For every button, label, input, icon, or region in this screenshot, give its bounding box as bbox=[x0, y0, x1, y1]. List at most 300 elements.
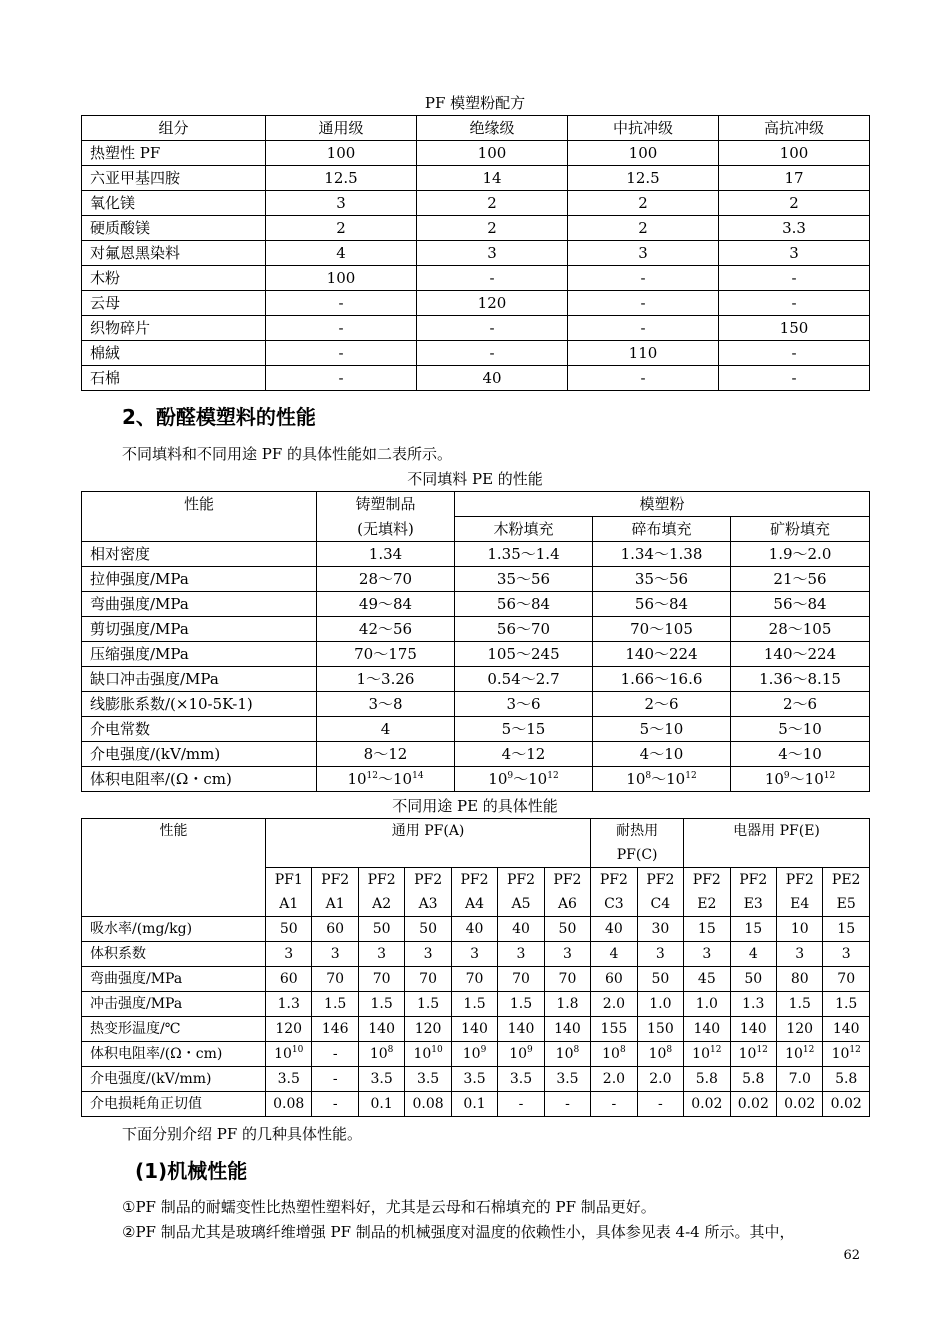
table-cell: 2～6 bbox=[731, 692, 870, 717]
exponent: 8 bbox=[387, 1045, 394, 1055]
value-part: ～ bbox=[377, 770, 393, 788]
exponent: 12 bbox=[710, 1045, 722, 1055]
table-cell: 42～56 bbox=[317, 617, 455, 642]
table-cell: 100 bbox=[266, 266, 417, 291]
table-row bbox=[82, 1092, 870, 1117]
table-row bbox=[82, 667, 870, 692]
table-cell: 17 bbox=[719, 166, 870, 191]
table-cell: 1.5 bbox=[823, 992, 870, 1017]
table-cell: 3 bbox=[777, 942, 823, 967]
table-cell: 5.8 bbox=[823, 1067, 870, 1092]
row-label: 氧化镁 bbox=[82, 191, 266, 216]
table-row bbox=[82, 1017, 870, 1042]
grade-header: A1 bbox=[312, 892, 358, 917]
table-cell: 3.3 bbox=[719, 216, 870, 241]
table-cell: 15 bbox=[823, 917, 870, 942]
row-label: 对氟恩黑染料 bbox=[82, 241, 266, 266]
section2-heading: 2、酚醛模塑料的性能 bbox=[122, 405, 316, 429]
table-cell: 1.35～1.4 bbox=[455, 542, 593, 567]
table-cell: 28～105 bbox=[731, 617, 870, 642]
table-cell: - bbox=[719, 266, 870, 291]
row-label: 压缩强度/MPa bbox=[82, 642, 317, 667]
grade-header: PF2 bbox=[684, 868, 730, 893]
t3-blank bbox=[82, 843, 266, 868]
grade-header: E5 bbox=[823, 892, 870, 917]
table-row bbox=[82, 1042, 870, 1067]
table-header-cell: 绝缘级 bbox=[417, 116, 568, 141]
table-cell: 140 bbox=[544, 1017, 590, 1042]
table-header-cell: 组分 bbox=[82, 116, 266, 141]
table-cell: 120 bbox=[405, 1017, 451, 1042]
grade-header: A5 bbox=[498, 892, 544, 917]
grade-header: E4 bbox=[777, 892, 823, 917]
grade-header: C3 bbox=[591, 892, 637, 917]
table-cell: 1.36～8.15 bbox=[731, 667, 870, 692]
table-cell: 0.08 bbox=[405, 1092, 451, 1117]
table-cell: - bbox=[719, 366, 870, 391]
table-cell: 12.5 bbox=[568, 166, 719, 191]
table-cell: 3 bbox=[719, 241, 870, 266]
table-cell: - bbox=[568, 266, 719, 291]
value-part: 10 bbox=[462, 1046, 481, 1062]
table-cell: 2 bbox=[719, 191, 870, 216]
table-cell: 110 bbox=[568, 341, 719, 366]
table-row bbox=[82, 141, 870, 166]
t3-blank bbox=[684, 843, 870, 868]
table-cell: 3 bbox=[823, 942, 870, 967]
table-cell: - bbox=[719, 341, 870, 366]
table-cell: 3 bbox=[568, 241, 719, 266]
table-cell bbox=[312, 1042, 358, 1067]
table-cell: 5.8 bbox=[730, 1067, 776, 1092]
table-cell: 0.02 bbox=[730, 1092, 776, 1117]
table-cell: 120 bbox=[266, 1017, 312, 1042]
exponent: 12 bbox=[756, 1045, 768, 1055]
table-cell: 49～84 bbox=[317, 592, 455, 617]
table-cell: - bbox=[637, 1092, 683, 1117]
row-label: 介电常数 bbox=[82, 717, 317, 742]
table-cell: 50 bbox=[544, 917, 590, 942]
table2-caption: 不同填料 PE 的性能 bbox=[407, 470, 543, 488]
table-cell: 14 bbox=[417, 166, 568, 191]
table-cell: 50 bbox=[637, 967, 683, 992]
pf-formula-table bbox=[81, 115, 870, 391]
row-label: 棉絨 bbox=[82, 341, 266, 366]
table-cell bbox=[544, 1042, 590, 1067]
table-header-cell: 矿粉填充 bbox=[731, 517, 870, 542]
t3-blank bbox=[82, 868, 266, 893]
value-part: 10 bbox=[831, 1046, 850, 1062]
table-cell: 155 bbox=[591, 1017, 637, 1042]
table-cell: 4 bbox=[591, 942, 637, 967]
table-row bbox=[82, 1067, 870, 1092]
table-cell: 50 bbox=[405, 917, 451, 942]
row-label: 木粉 bbox=[82, 266, 266, 291]
table-cell: 3 bbox=[684, 942, 730, 967]
exponent: 9 bbox=[507, 771, 514, 781]
table-cell bbox=[451, 1042, 497, 1067]
exponent: 8 bbox=[619, 1045, 626, 1055]
table-cell bbox=[591, 1042, 637, 1067]
value-part: 10 bbox=[666, 770, 686, 788]
table-cell: 5.8 bbox=[684, 1067, 730, 1092]
t3-blank bbox=[266, 843, 591, 868]
table-cell: 4～12 bbox=[455, 742, 593, 767]
row-label: 吸水率/(mg/kg) bbox=[82, 917, 266, 942]
t3-group-electric: 电器用 PF(E) bbox=[684, 819, 870, 844]
table-cell: 150 bbox=[719, 316, 870, 341]
grade-header: PF2 bbox=[312, 868, 358, 893]
table-cell bbox=[405, 1042, 451, 1067]
table-cell: 0.02 bbox=[777, 1092, 823, 1117]
table-cell: 0.1 bbox=[451, 1092, 497, 1117]
table-cell bbox=[317, 767, 455, 792]
table-cell bbox=[731, 767, 870, 792]
table-cell: 3.5 bbox=[266, 1067, 312, 1092]
table-cell: - bbox=[266, 366, 417, 391]
value-part: ～ bbox=[651, 770, 667, 788]
table-cell bbox=[593, 767, 731, 792]
table-cell: 4 bbox=[317, 717, 455, 742]
table-cell: 5～10 bbox=[731, 717, 870, 742]
table-cell: 70 bbox=[405, 967, 451, 992]
grade-header: A3 bbox=[405, 892, 451, 917]
grade-header: PF2 bbox=[544, 868, 590, 893]
table-cell: 1.5 bbox=[498, 992, 544, 1017]
exponent: 12 bbox=[366, 771, 378, 781]
table-cell: 4 bbox=[266, 241, 417, 266]
table-row bbox=[82, 191, 870, 216]
table-cell: 70～105 bbox=[593, 617, 731, 642]
table-cell: 140 bbox=[823, 1017, 870, 1042]
table-cell: 140 bbox=[684, 1017, 730, 1042]
exponent: 9 bbox=[527, 1045, 533, 1055]
grade-header: A1 bbox=[266, 892, 312, 917]
table-cell: 2.0 bbox=[591, 992, 637, 1017]
table-cell: 5～15 bbox=[455, 717, 593, 742]
exponent: 12 bbox=[849, 1045, 861, 1055]
table-cell bbox=[777, 1042, 823, 1067]
table-cell: 56～84 bbox=[731, 592, 870, 617]
t3-group-heat: 耐热用 bbox=[591, 819, 684, 844]
table-cell: 2 bbox=[417, 216, 568, 241]
table-cell: - bbox=[544, 1092, 590, 1117]
table-cell: 70 bbox=[358, 967, 404, 992]
table-cell: 0.54～2.7 bbox=[455, 667, 593, 692]
table-header-cell: 木粉填充 bbox=[455, 517, 593, 542]
table-cell: 3.5 bbox=[358, 1067, 404, 1092]
t3-blank bbox=[82, 892, 266, 917]
t2-header-blank bbox=[82, 517, 317, 542]
table-cell: 1.5 bbox=[777, 992, 823, 1017]
exponent: 12 bbox=[547, 771, 559, 781]
table-cell: 4～10 bbox=[731, 742, 870, 767]
table-header-cell: 碎布填充 bbox=[593, 517, 731, 542]
exponent: 8 bbox=[573, 1045, 580, 1055]
table-cell: 1～3.26 bbox=[317, 667, 455, 692]
table-cell: 60 bbox=[591, 967, 637, 992]
row-label: 弯曲强度/MPa bbox=[82, 967, 266, 992]
table-cell: 3.5 bbox=[451, 1067, 497, 1092]
table-row bbox=[82, 366, 870, 391]
table-cell: 1.5 bbox=[405, 992, 451, 1017]
table-row bbox=[82, 642, 870, 667]
table-cell: 2.0 bbox=[637, 1067, 683, 1092]
table-cell: 4 bbox=[730, 942, 776, 967]
table-row bbox=[82, 316, 870, 341]
table-cell: 140 bbox=[730, 1017, 776, 1042]
value-part: 10 bbox=[692, 1046, 710, 1062]
table-cell: 40 bbox=[591, 917, 637, 942]
t3-group-heat-sub: PF(C) bbox=[591, 843, 684, 868]
row-label: 缺口冲击强度/MPa bbox=[82, 667, 317, 692]
table-cell: 1.3 bbox=[266, 992, 312, 1017]
table-row bbox=[82, 241, 870, 266]
value-part: 10 bbox=[626, 770, 646, 788]
table-cell: 105～245 bbox=[455, 642, 593, 667]
table-cell: 100 bbox=[417, 141, 568, 166]
table-cell: - bbox=[312, 1092, 358, 1117]
table-cell: 3 bbox=[637, 942, 683, 967]
table-cell: 8～12 bbox=[317, 742, 455, 767]
table-row bbox=[82, 592, 870, 617]
table-cell: 2～6 bbox=[593, 692, 731, 717]
value-part: 10 bbox=[602, 1046, 620, 1062]
grade-header: A6 bbox=[544, 892, 590, 917]
row-label: 介电强度/(kV/mm) bbox=[82, 742, 317, 767]
table-cell: 1.0 bbox=[684, 992, 730, 1017]
table-cell: 21～56 bbox=[731, 567, 870, 592]
table-row bbox=[82, 542, 870, 567]
table-cell: 45 bbox=[684, 967, 730, 992]
table-cell: 70 bbox=[451, 967, 497, 992]
table-cell: 140 bbox=[451, 1017, 497, 1042]
t2-header-molding: 模塑粉 bbox=[455, 492, 870, 517]
value-part: 10 bbox=[555, 1046, 574, 1062]
exponent: 10 bbox=[431, 1045, 443, 1055]
row-label: 热塑性 PF bbox=[82, 141, 266, 166]
table-cell bbox=[730, 1042, 776, 1067]
value-part: 10 bbox=[528, 770, 548, 788]
table-header-cell: 中抗冲级 bbox=[568, 116, 719, 141]
table-row bbox=[82, 166, 870, 191]
table-cell: 3 bbox=[405, 942, 451, 967]
table3-caption: 不同用途 PE 的具体性能 bbox=[392, 797, 558, 815]
table-cell: 35～56 bbox=[593, 567, 731, 592]
value-part: ～ bbox=[513, 770, 529, 788]
grade-header: PF2 bbox=[451, 868, 497, 893]
row-label: 拉伸强度/MPa bbox=[82, 567, 317, 592]
table-cell: - bbox=[266, 341, 417, 366]
table-cell: - bbox=[266, 291, 417, 316]
table-cell: 10 bbox=[777, 917, 823, 942]
table-cell bbox=[684, 1042, 730, 1067]
table-cell: 0.02 bbox=[823, 1092, 870, 1117]
value-part: ～ bbox=[789, 770, 805, 788]
table-cell: 1.3 bbox=[730, 992, 776, 1017]
table-cell: 80 bbox=[777, 967, 823, 992]
table-cell: 70 bbox=[498, 967, 544, 992]
table-row bbox=[82, 266, 870, 291]
t2-header-cast-sub: (无填料) bbox=[317, 517, 455, 542]
value-part: 10 bbox=[648, 1046, 667, 1062]
row-label: 体积电阻率/(Ω・cm) bbox=[82, 767, 317, 792]
exponent: 9 bbox=[783, 771, 790, 781]
grade-header: PF2 bbox=[498, 868, 544, 893]
grade-header: A2 bbox=[358, 892, 404, 917]
row-label: 介电强度/(kV/mm) bbox=[82, 1067, 266, 1092]
value-part: 10 bbox=[413, 1046, 432, 1062]
table-cell: 1.5 bbox=[451, 992, 497, 1017]
t3-header-property: 性能 bbox=[82, 819, 266, 844]
row-label: 相对密度 bbox=[82, 542, 317, 567]
page-number: 62 bbox=[843, 1248, 860, 1263]
table-cell: 3 bbox=[498, 942, 544, 967]
table-cell: - bbox=[568, 366, 719, 391]
grade-header: PF2 bbox=[777, 868, 823, 893]
table-cell: 28～70 bbox=[317, 567, 455, 592]
row-label: 织物碎片 bbox=[82, 316, 266, 341]
row-label: 线膨胀系数/(×10-5K-1) bbox=[82, 692, 317, 717]
table-cell: 4～10 bbox=[593, 742, 731, 767]
table-cell: - bbox=[568, 316, 719, 341]
table-cell: - bbox=[719, 291, 870, 316]
table-cell: 30 bbox=[637, 917, 683, 942]
table-cell: 50 bbox=[730, 967, 776, 992]
value-part: 10 bbox=[369, 1046, 388, 1062]
table-cell bbox=[266, 1042, 312, 1067]
table-cell: 1.9～2.0 bbox=[731, 542, 870, 567]
table-cell: 15 bbox=[684, 917, 730, 942]
table-row bbox=[82, 917, 870, 942]
table-cell: 7.0 bbox=[777, 1067, 823, 1092]
exponent: 9 bbox=[480, 1045, 487, 1055]
grade-header: C4 bbox=[637, 892, 683, 917]
table-cell: 40 bbox=[417, 366, 568, 391]
table-cell: - bbox=[568, 291, 719, 316]
table-cell: 120 bbox=[417, 291, 568, 316]
exponent: 12 bbox=[823, 771, 836, 781]
table-cell: 15 bbox=[730, 917, 776, 942]
table-cell: 1.0 bbox=[637, 992, 683, 1017]
row-label: 介电损耗角正切值 bbox=[82, 1092, 266, 1117]
table-row bbox=[82, 291, 870, 316]
table1-caption: PF 模塑粉配方 bbox=[424, 94, 526, 112]
table-cell: 3 bbox=[358, 942, 404, 967]
table-cell: 50 bbox=[358, 917, 404, 942]
value-part: 10 bbox=[347, 770, 367, 788]
table-cell: 1.8 bbox=[544, 992, 590, 1017]
table-cell: 40 bbox=[451, 917, 497, 942]
table-cell: 3 bbox=[451, 942, 497, 967]
grade-header: PF2 bbox=[730, 868, 776, 893]
exponent: 8 bbox=[645, 771, 652, 781]
table-cell: 3.5 bbox=[498, 1067, 544, 1092]
exponent: 12 bbox=[685, 771, 697, 781]
table-cell: - bbox=[417, 316, 568, 341]
table-cell: 40 bbox=[498, 917, 544, 942]
table-row bbox=[82, 692, 870, 717]
table-cell: 0.08 bbox=[266, 1092, 312, 1117]
grade-header: PF2 bbox=[591, 868, 637, 893]
table-cell bbox=[455, 767, 593, 792]
row-label: 冲击强度/MPa bbox=[82, 992, 266, 1017]
grade-header: A4 bbox=[451, 892, 497, 917]
t2-header-cast: 铸塑制品 bbox=[317, 492, 455, 517]
exponent: 12 bbox=[802, 1045, 815, 1055]
grade-header: PF2 bbox=[637, 868, 683, 893]
table-cell: 140～224 bbox=[731, 642, 870, 667]
table-cell: - bbox=[417, 266, 568, 291]
table-cell: 12.5 bbox=[266, 166, 417, 191]
table-cell: 2.0 bbox=[591, 1067, 637, 1092]
table-cell: - bbox=[417, 341, 568, 366]
exponent: 8 bbox=[666, 1045, 673, 1055]
table-cell: - bbox=[312, 1067, 358, 1092]
value-part: 10 bbox=[488, 770, 508, 788]
table-cell: 1.5 bbox=[358, 992, 404, 1017]
table-row bbox=[82, 717, 870, 742]
table-row bbox=[82, 216, 870, 241]
value-part: - bbox=[332, 1046, 338, 1062]
table-cell: 140 bbox=[358, 1017, 404, 1042]
row-label: 石棉 bbox=[82, 366, 266, 391]
value-part: 10 bbox=[274, 1046, 292, 1062]
table-cell: 3～8 bbox=[317, 692, 455, 717]
mech-heading: (1)机械性能 bbox=[135, 1159, 248, 1183]
value-part: 10 bbox=[804, 770, 824, 788]
table-cell: 3～6 bbox=[455, 692, 593, 717]
table-cell bbox=[498, 1042, 544, 1067]
after-table-text: 下面分别介绍 PF 的几种具体性能。 bbox=[122, 1125, 363, 1143]
table-cell: 56～84 bbox=[455, 592, 593, 617]
t3-group-general: 通用 PF(A) bbox=[266, 819, 591, 844]
filler-properties-table bbox=[81, 491, 870, 792]
table-cell: 3.5 bbox=[544, 1067, 590, 1092]
table-cell: 100 bbox=[719, 141, 870, 166]
table-cell: 3.5 bbox=[405, 1067, 451, 1092]
table-cell: 70 bbox=[544, 967, 590, 992]
table-cell: - bbox=[498, 1092, 544, 1117]
row-label: 弯曲强度/MPa bbox=[82, 592, 317, 617]
table-row bbox=[82, 767, 870, 792]
table-cell: 0.1 bbox=[358, 1092, 404, 1117]
table-cell: 3 bbox=[417, 241, 568, 266]
table-cell: 3 bbox=[544, 942, 590, 967]
table-cell: 56～84 bbox=[593, 592, 731, 617]
row-label: 体积电阻率/(Ω・cm) bbox=[82, 1042, 266, 1067]
table-cell: 50 bbox=[266, 917, 312, 942]
table-cell: 2 bbox=[266, 216, 417, 241]
table-cell: 60 bbox=[266, 967, 312, 992]
table-cell: 100 bbox=[568, 141, 719, 166]
row-label: 体积系数 bbox=[82, 942, 266, 967]
table-cell: 60 bbox=[312, 917, 358, 942]
table-cell: 2 bbox=[568, 216, 719, 241]
t2-header-property: 性能 bbox=[82, 492, 317, 517]
grade-header: PF1 bbox=[266, 868, 312, 893]
application-properties-table bbox=[81, 818, 870, 1117]
table-cell bbox=[358, 1042, 404, 1067]
table-cell: 3 bbox=[312, 942, 358, 967]
table-row bbox=[82, 567, 870, 592]
table-cell: 0.02 bbox=[684, 1092, 730, 1117]
grade-header: E3 bbox=[730, 892, 776, 917]
table-cell: 56～70 bbox=[455, 617, 593, 642]
table-row bbox=[82, 742, 870, 767]
row-label: 热变形温度/℃ bbox=[82, 1017, 266, 1042]
table-cell: 70 bbox=[312, 967, 358, 992]
